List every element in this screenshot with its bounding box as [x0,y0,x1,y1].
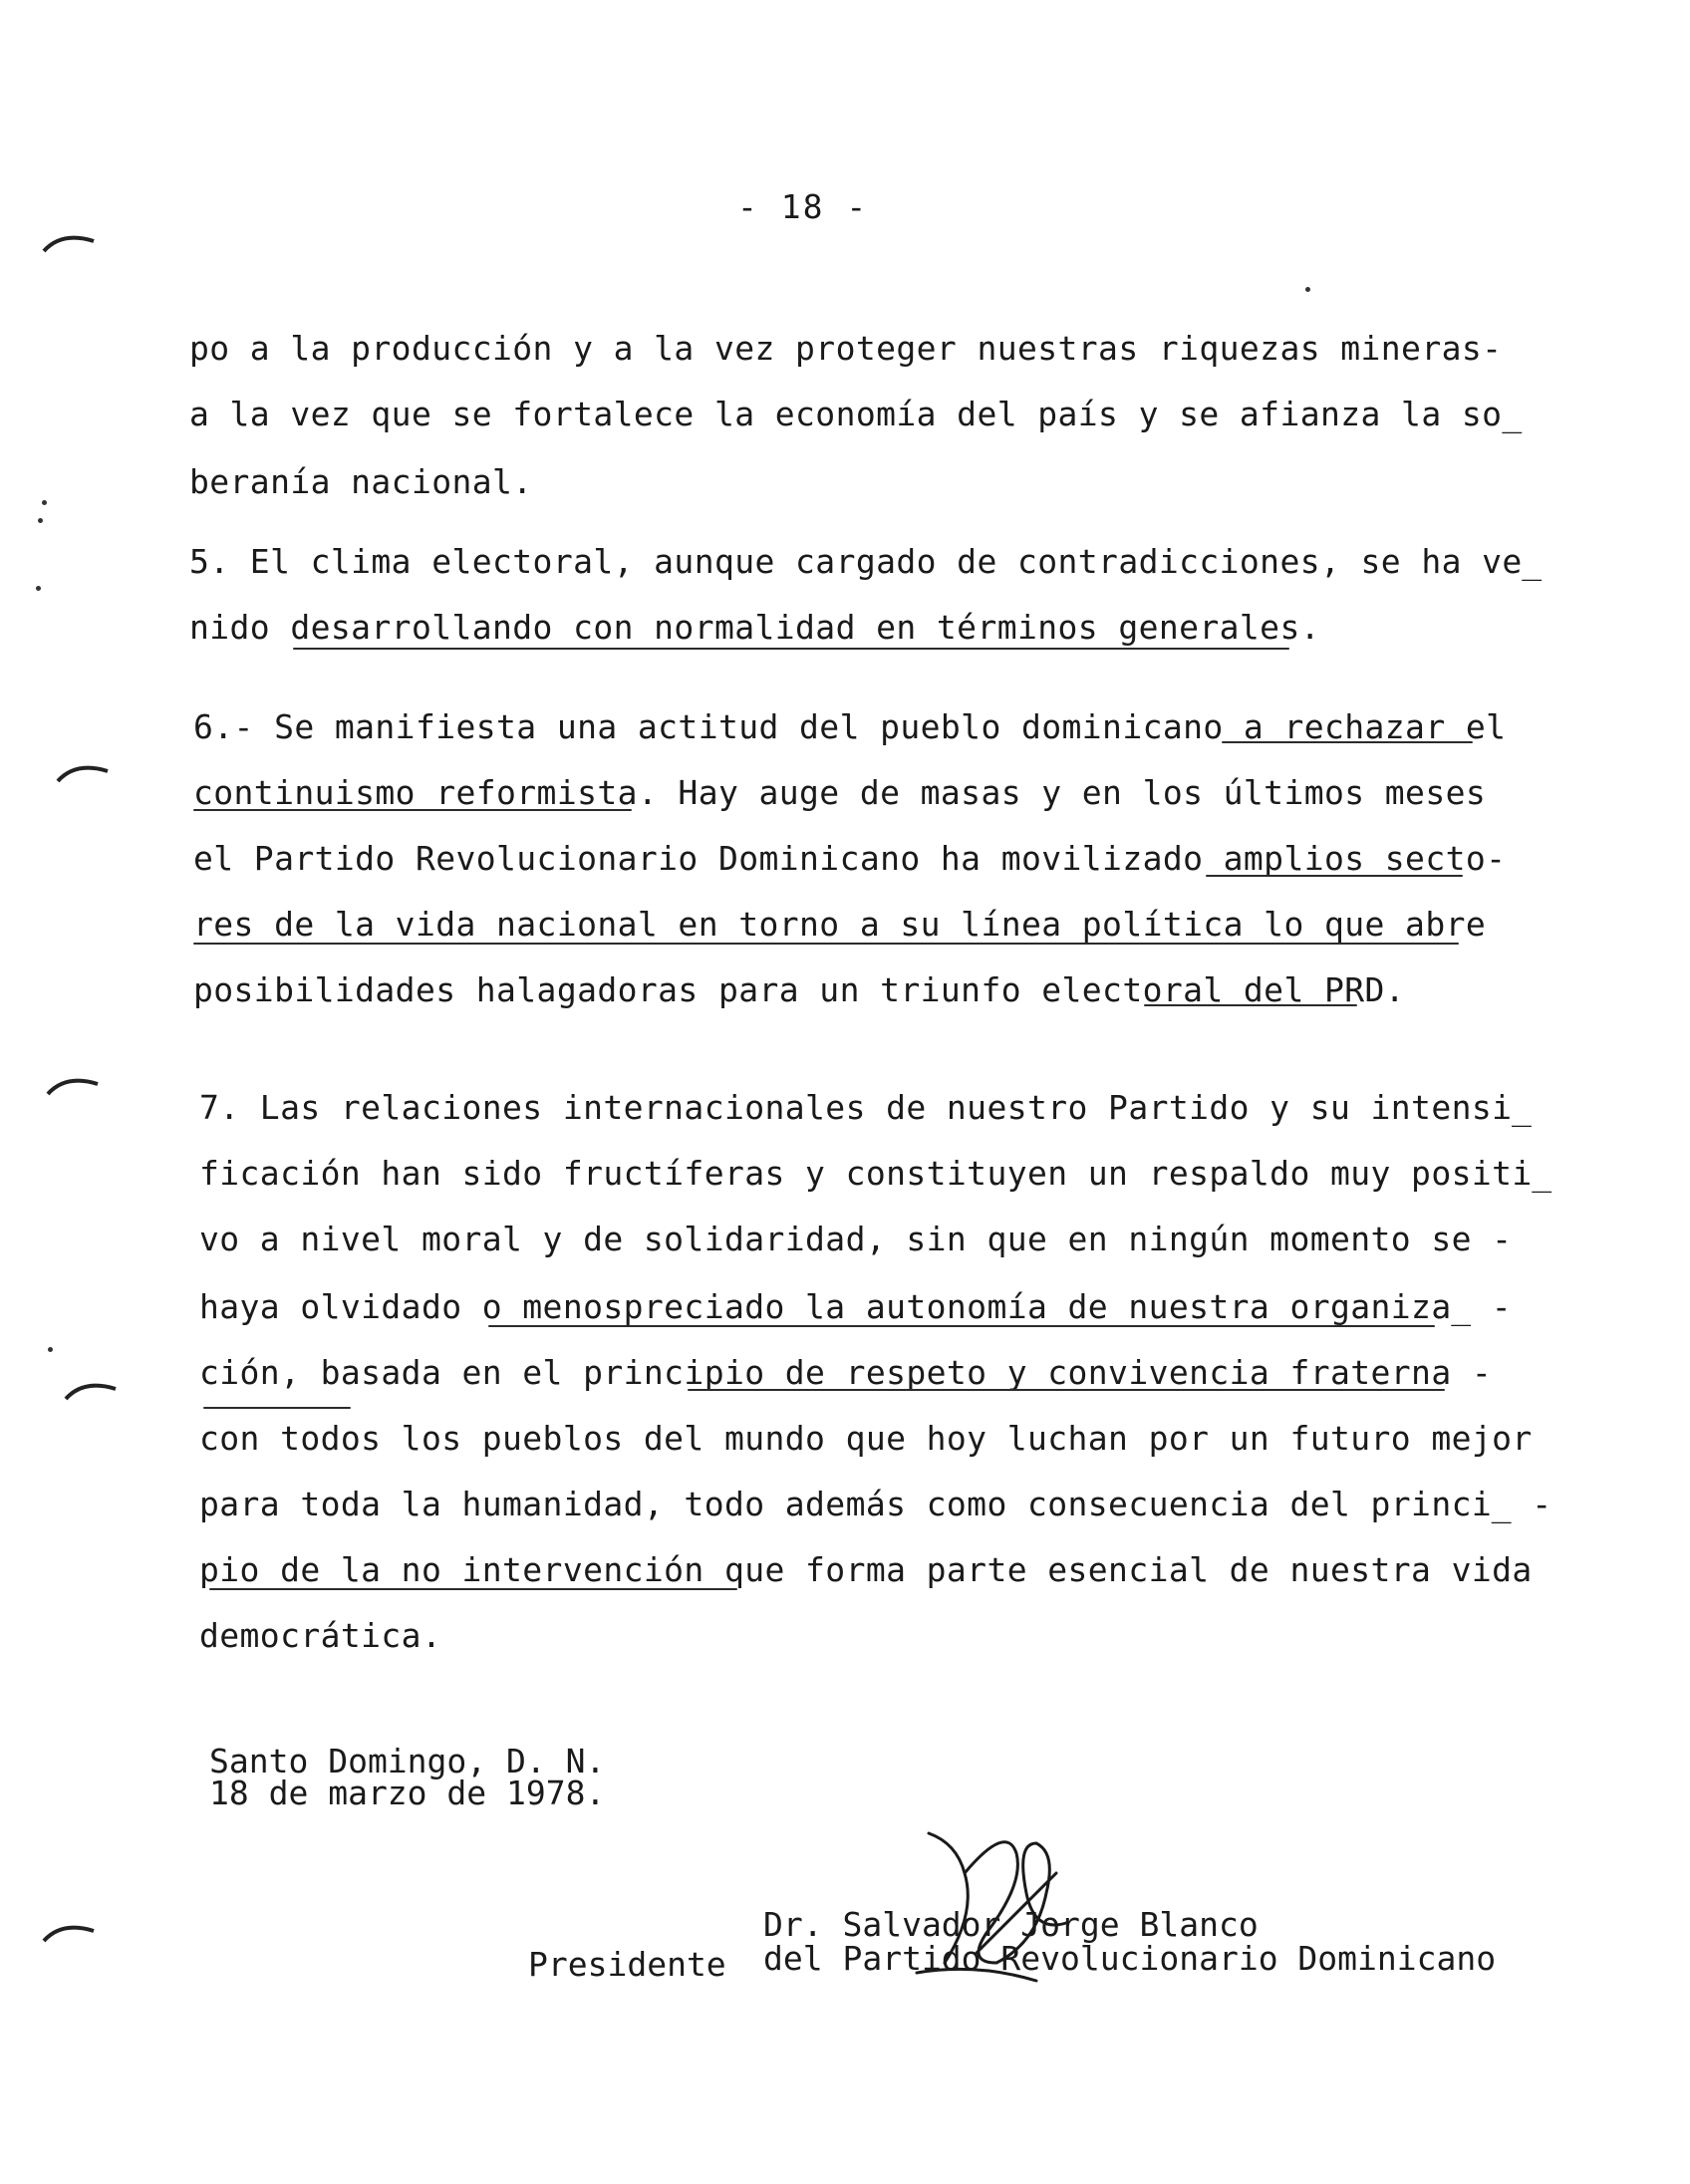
underline-mark [688,1389,1445,1391]
speck-4 [1305,287,1310,292]
underline-mark [1222,741,1473,743]
underline-mark [193,943,1459,945]
punch-mark-3 [44,1070,104,1100]
text-line: continuismo reformista. Hay auge de masas y en los últimos meses [193,773,1487,812]
text-line: con todos los pueblos del mundo que hoy luchan por un futuro mejor [199,1419,1533,1458]
text-line: 6.- Se manifiesta una actitud del pueblo dominicano a rechazar el [193,707,1507,746]
place-line: Santo Domingo, D. N. [209,1742,606,1780]
date-line: 18 de marzo de 1978. [209,1774,606,1812]
text-line: 7. Las relaciones internacionales de nuestro Partido y su intensi̲ [199,1088,1533,1127]
underline-mark [293,648,1289,650]
text-line: po a la producción y a la vez proteger nuestras riquezas mineras- [189,329,1503,368]
page-number: - 18 - [737,187,869,226]
underline-mark [1206,875,1463,877]
speck-1 [42,500,47,505]
text-line: a la vez que se fortalece la economía del país y se afianza la so_ [189,395,1523,433]
text-line: vo a nivel moral y de solidaridad, sin que en ningún momento se - [199,1220,1513,1258]
punch-mark-5 [40,1917,100,1947]
text-line: el Partido Revolucionario Dominicano ha movilizado amplios secto- [193,839,1507,878]
underline-mark [209,1588,737,1590]
text-line: nido desarrollando con normalidad en términos generales. [189,608,1320,647]
punch-mark-4 [62,1375,122,1405]
text-line: ficación han sido fructíferas y constituyen un respaldo muy positi̲ [199,1154,1552,1193]
text-line: para toda la humanidad, todo además como consecuencia del princi̲ - [199,1485,1552,1523]
speck-3 [36,586,41,591]
signatory-name: Dr. Salvador Jorge Blanco [763,1905,1259,1944]
text-line: ción, basada en el principio de respeto y convivencia fraterna - [199,1353,1493,1392]
text-line: 5. El clima electoral, aunque cargado de contradicciones, se ha ve̲ [189,542,1543,581]
text-line: pio de la no intervención que forma parte esencial de nuestra vida [199,1550,1533,1589]
text-line: res de la vida nacional en torno a su línea política lo que abre [193,905,1487,944]
speck-2 [38,518,43,523]
handwritten-signature [897,1813,1116,1993]
text-line: beranía nacional. [189,462,533,501]
punch-mark-1 [40,227,100,257]
text-line: democrática. [199,1616,442,1655]
underline-mark [488,1325,1435,1327]
punch-mark-2 [54,757,114,787]
underline-mark [203,1407,351,1409]
signatory-title-left: Presidente [528,1945,726,1984]
signatory-title-right: del Partido Revolucionario Dominicano [763,1939,1497,1978]
text-line: haya olvidado o menospreciado la autonomía de nuestra organiza̲ - [199,1287,1512,1326]
text-line: posibilidades halagadoras para un triunfo electoral del PRD. [193,970,1406,1009]
underline-mark [193,809,632,811]
speck-5 [48,1347,53,1352]
underline-mark [1144,1004,1357,1006]
